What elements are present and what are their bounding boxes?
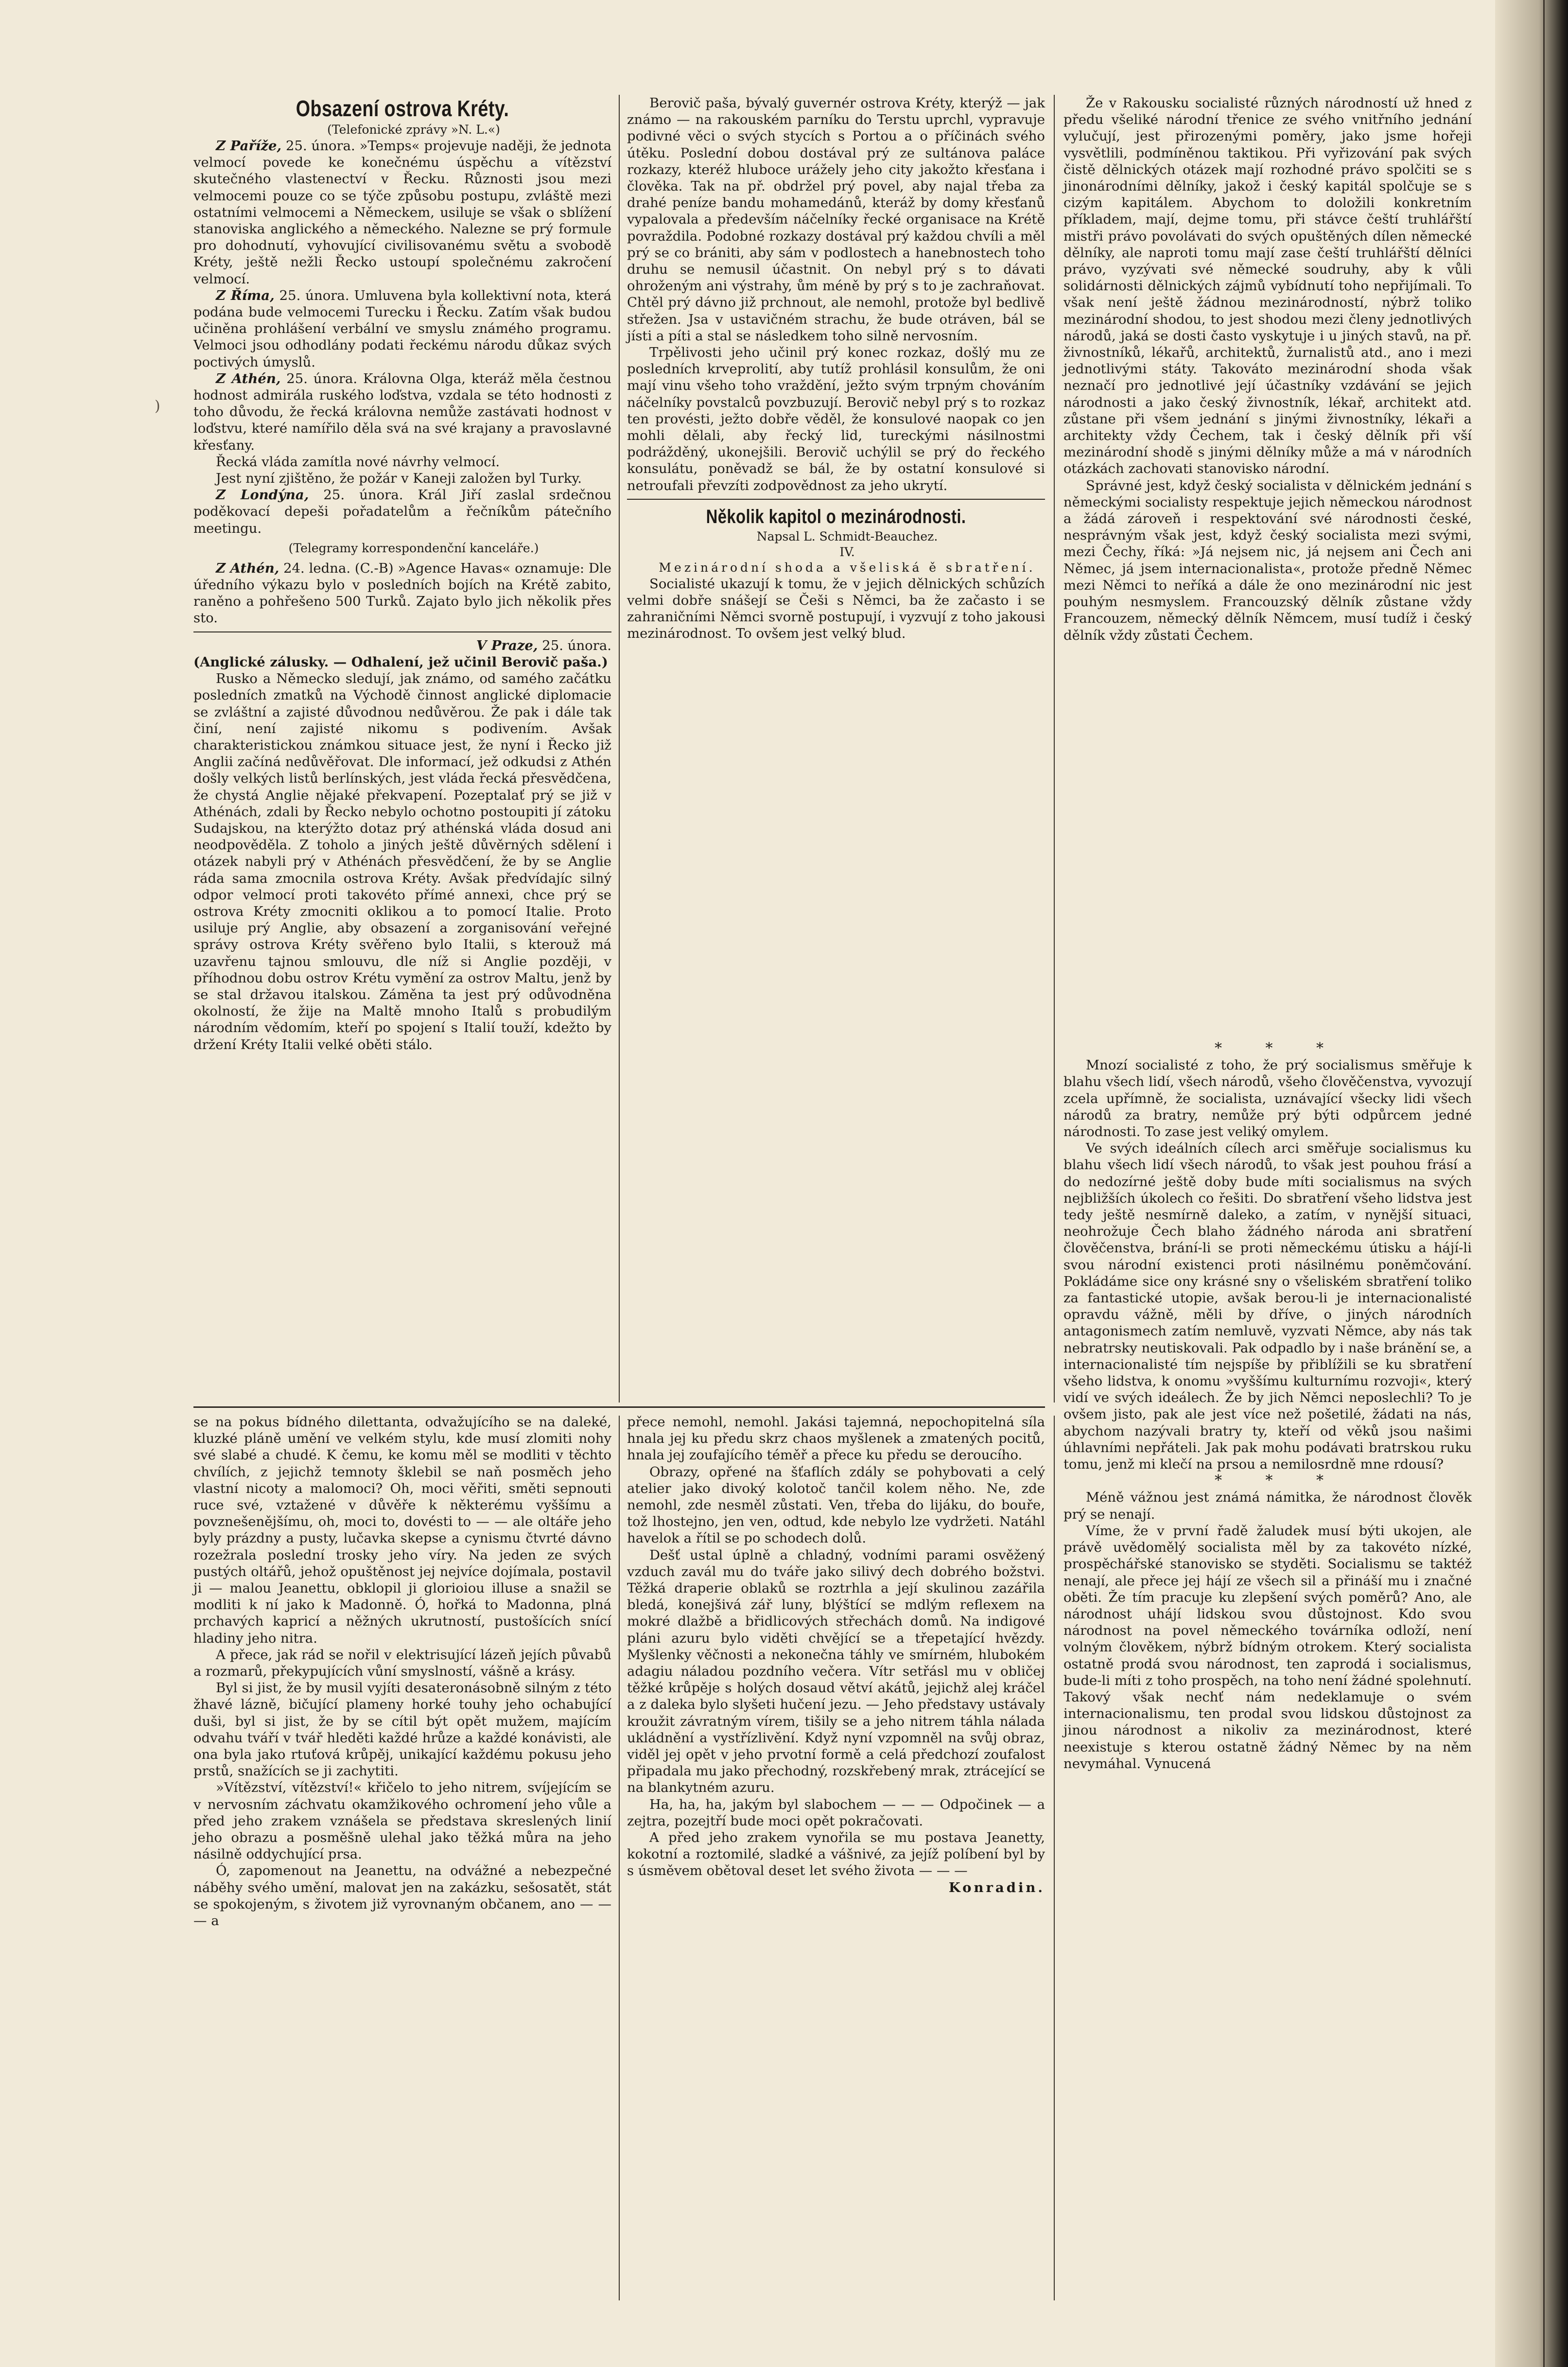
section-stars: * * * — [1214, 1040, 1343, 1057]
feuilleton-paragraph-8: Dešť ustal úplně a chladný, vodními parami osvěžený vzduch zavál mu do tváře jako silivý dech dobrého božstvi. Těžká draperie oblaků se roztrhla a její skulinou zazářila bledá, konejšivá zář luny, blýštící se mdlým reflexem na mokré dlažbě a břidlicových střechách domů. Na indigové pláni azuru bylo viděti chvějící se a třepetající hvězdy. Myšlenky věčnosti a nekonečna táhly ve smírném, hlubokém adagiu náladou pozdního večera. Vítr setřásl mu v obličej těžké krůpěje s holých dosaud větví akátů, jejichž alej kráčel a z daleka bylo slyšeti hučení jezu. — Jeho představy ustávaly kroužit závratným vírem, tišily se a jeho nitrem táhla nálada ukládnění a vystřízlivění. Když nyní vzpomněl na svůj obraz, viděl jej opět v jeho prvotní formě a celá předchozí zoufalost připadala mu jako přechodný, rozskřebený mrak, ztrácející se na blankytném azuru. — [627, 1547, 1045, 1796]
crete-headline: Obsazení ostrova Kréty. — [296, 96, 509, 121]
news-column-2 — [627, 95, 1045, 642]
margin-mark: ) — [155, 398, 160, 415]
section-rule — [193, 631, 611, 632]
column-rule-2 — [1054, 95, 1055, 1403]
feuilleton-paragraph-6: přece nemohl, nemohl. Jakási tajemná, nepochopitelná síla hnala jej ku předu skrz chaos myšlenek a zmatených pocitů, hnala jej zoufajícího téměř a přece ku předu se deroucího. — [627, 1414, 1045, 1463]
athens-havas-report: Z Athén, 24. ledna. (C.-B) »Agence Havas« oznamuje: Dle úředního výkazu bylo v posledních bojích na Krétě zabito, raněno a pohřešeno 500 Turků. Zajato bylo jich několik přes sto. — [193, 560, 611, 626]
news-column-3 — [1063, 95, 1472, 644]
berovic-paragraph: Berovič paša, bývalý guvernér ostrova Kréty, kterýž — jak známo — na rakouském parníku do Terstu uprchl, vypravuje podivné věci o svých stycích s Portou a o příčinách svého útěku. Poslední dobou dostával prý ze sultánova paláce rozkazy, kteréž hluboce urážely jeho city jakožto křesťana i člověka. Tak na př. obdržel prý povel, aby najal třeba za drahé peníze bandu mohamedánů, kteráž by domy křesťanů vypalovala a především náčelníky řecké organisace na Krétě povraždila. Podobné rozkazy dostával prý každou chvíli a měl prý se co brániti, aby sám v podlostech a hanebnostech toho druhu se nemusil účastnit. On nebyl prý s to dávati ohroženým ani výstrahy, ům méně by prý s to je zachraňovat. Chtěl prý dávno již prchnout, ale nemohl, protože byl bedlivě střežen. Jsa v ustavičném strachu, že bude otráven, bál se jísti a píti a stal se následkem toho silně nervosním. — [627, 95, 1045, 344]
feuilleton-column-2 — [627, 1414, 1045, 1896]
nationality-headline: Několik kapitol o mezinárodnosti. — [706, 506, 966, 527]
rome-report: Z Říma, 25. února. Umluvena byla kollektivní nota, která podána bude velmocemi Turecku i Řecku. Zatím však budou učiněna prohlášení verbální ve smyslu známého programu. Velmoci jsou odhodlány podati řeckému národu důkaz svých poctivých úmyslů. — [193, 287, 611, 370]
feuilleton-paragraph-7: Obrazy, opřené na šťaflích zdály se pohybovati a celý atelier jako divoký kolotoč tančil kolem něho. Ne, zde nemohl, zde nesměl zůstati. Ven, třeba do lijáku, do bouře, tož lhostejno, jen ven, odtud, kde nebylo lze vydržeti. Natáhl havelok a řítil se po schodech dolů. — [627, 1464, 1045, 1546]
feuilleton-paragraph-1: se na pokus bídného dilettanta, odvažujícího se na daleké, kluzké pláně umění ve velkém stylu, kde musí zlomiti nohy své slabé a chudé. K čemu, ke komu měl se modliti v těchto chvílích, z jejichž temnoty šklebil se naň posměch jeho vlastní nicoty a malomoci? Oh, moci věřiti, směti sepnouti ruce své, vztažené v důvěře k některému vyššímu a povznešenějšímu, oh, moci to, dovésti to — — ale oltáře jeho byly prázdny a pusty, lučavka skepse a cynismu čtvrté dávno rozežrala poslední trosky jeho víry. Na jeden ze svých pustých oltářů, jehož opuštěnost jej nejvíce dojímala, postavil ji — malou Jeanettu, obklopil ji glorioiou illuse a snažil se modliti k ní jako k Madonně. Ó, hořká to Madonna, plná prchavých kapricí a něžných ukrutností, pustošících snící hladiny jeho nitra. — [193, 1414, 611, 1646]
binding-line — [1543, 0, 1545, 2367]
nationality-paragraph-2: Že v Rakousku socialisté různých národností už hned z předu všeliké národní třenice ze svého vnitřního jednání vylučují, jest přirozenými poměry, jako jsme hořeji vysvětlili, podmíněnou taktikou. Při vyřizování pak svých čistě dělnických otázek mají rozhodné právo spolčiti se s jinonárodními dělníky, jakož i český kapitál spolčuje se s cizým kapitálem. Abychom to doložili konkretním příkladem, mají, dejme tomu, při stávce čeští truhlářští mistři právo povolávati do svých opuštěných dílen německé dělníky, ale naproti tomu mají zase čeští truhlářští dělníci právo, vyzývati své německé soudruhy, aby k vůli solidárnosti dělnických zájmů vybídnutí toho nepřijímali. To však není ještě žádnou mezinárodností, nýbrž toliko mezinárodní shodou, to jest shodou mezi členy jednotlivých národů, jaká se dosti často vyskytuje i u jiných stavů, na př. živnostníků, lékařů, architektů, žurnalistů atd., ano i mezi jednotlivými státy. Takováto mezinárodní shoda však neznačí pro jednotlivé její účastníky vzdávání se jejich národnosti a jako český živnostník, lékař, architekt atd. zůstane při všem jednání s jinými živnostníky, lékaři a architekty vždy Čechem, tak i český dělník při vší mezinárodní shodě s jinými dělníky může a má v národních otázkách zachovati stanovisko národní. — [1063, 95, 1472, 477]
nationality-paragraph-3: Správné jest, když český socialista v dělnickém jednání s německými socialisty respektuje jejich německou národnost a žádá zároveň i respektování své národnosti české, nesprávným však jest, když český socialista mezi svými, mezi Čechy, říká: »Já nejsem nic, já nejsem ani Čech ani Němec, já jsem internacionalista«, protože předně Němec mezi Němci to neříká a dále že ono mezinárodní nic jest pouhým nesmyslem. Francouzský dělník zůstane vždy Francouzem, německý dělník Němcem, musí tudíž i český dělník vždy zůstati Čechem. — [1063, 477, 1472, 643]
bureau-note: (Telegramy korrespondenční kanceláře.) — [288, 541, 539, 555]
column-rule-1 — [619, 95, 620, 1403]
feuilleton-column-1 — [193, 1414, 611, 1929]
nationality-paragraph-5: Ve svých ideálních cílech arci směřuje socialismus ku blahu všech lidí všech národů, to však jest pouhou frásí a do nedozírné ještě doby bude míti socialismus na svých nejbližších úkolech co řešiti. Do sbratření všeho lidstva jest tedy ještě nesmírně daleko, a zatím, v nynější situaci, neohrožuje Čech blaho žádného národa ani sbratření člověčenstva, brání-li se proti německému útisku a hájí-li svou národní existenci proti násilnému poněmčování. Pokládáme sice ony krásné sny o všeliském sbratření toliko za fantastické utopie, avšak berou-li je internacionalisté opravdu vážně, měli by dříve, o jiných národních antagonismech zatím nemluvě, vyzvati Němce, aby nás tak nebratrsky neutiskovali. Pak odpadlo by i naše bránění se, a internacionalisté tím nejspíše by přiblížili se ku sbratření všeho lidstva, k onomu »vyššímu kulturnímu rozvoji«, který vidí ve svých ideálech. Že by jich Němci neposlechli? To je ovšem jisto, pak ale jest více než pošetilé, žádati na nás, abychom nazývali bratry ty, kteří od věků jsou našimi úhlavními nepřáteli. Jak pak mohu podávati bratrskou ruku tomu, jenž mi klečí na prsou a nemilosrdně mne rdousí? — [1063, 1140, 1472, 1473]
column-rule-4 — [1054, 1416, 1055, 2300]
prague-dateline: V Praze, 25. února. — [476, 637, 611, 653]
crete-subtitle: (Telefonické zprávy »N. L.«) — [327, 123, 500, 137]
athens-report-2: Řecká vláda zamítla nové návrhy velmocí. — [216, 454, 500, 470]
feuilleton-paragraph-9: Ha, ha, ha, jakým byl slabochem — — — Odpočinek — a zejtra, pozejtří bude moci opět pokračovati. — [627, 1796, 1045, 1829]
feuilleton-rule — [193, 1406, 1045, 1408]
feuilleton-paragraph-4: »Vítězství, vítězství!« křičelo to jeho nitrem, svíjejícím se v nervosním záchvatu okamžikového ochromení jeho vůle a před jeho zrakem vznášela se představa skreslených linií jeho obrazu a posměšně ulehal jako těžká můra na jeho násilně oddychující prsa. — [193, 1780, 611, 1862]
nationality-paragraph-6: Méně vážnou jest známá námitka, že národnost člověk prý se nenají. — [1063, 1490, 1472, 1522]
section-rule-2 — [627, 499, 1045, 500]
berovic-paragraph-2: Trpělivosti jeho učinil prý konec rozkaz, došlý mu ze posledních krveprolití, aby tutíž prohlásil konsulům, že oni mají vinu všeho toho vraždění, ježto svým trpným chováním náčelníky povstalců povzbuzují. Berovič nebyl prý s to rozkaz ten provésti, ježto dobře věděl, že konsulové naopak co jen mohli dělali, aby řecký lid, tureckými násilnostmi podrážděný, ukonejšili. Berovič uchýlil se prý do řeckého konsulátu, poněvadž se bál, že by ostatní konsulové si netroufali převzíti zodpovědnost za jeho ukrytí. — [627, 345, 1045, 493]
nationality-author: Napsal L. Schmidt-Beauchez. — [756, 529, 938, 544]
feuilleton-paragraph-5: Ó, zapomenout na Jeanettu, na odvážné a nebezpečné náběhy svého umění, malovat jen na zakázku, sešosatět, stát se spokojeným, s životem již vyrovnaným občanem, ano — — — a — [193, 1863, 611, 1929]
prague-lead: (Anglické zálusky. — Odhalení, jež učinil Berovič paša.) — [193, 654, 608, 670]
nationality-paragraph-4: Mnozí socialisté z toho, že prý socialismus směřuje k blahu všech lidí, všech národů, všeho člověčenstva, vyvozují zcela upřímně, že socialista, uznávající všecky lidi všech národů za bratry, nemůže prý býti odpůrcem jedné národnosti. To zase jest veliký omylem. — [1063, 1057, 1472, 1140]
london-report: Z Londýna, 25. února. Král Jiří zaslal srdečnou poděkovací depeši pořadatelům a řečníkům pátečního meetingu. — [193, 487, 611, 536]
column-rule-3 — [619, 1416, 620, 2300]
news-column-1 — [193, 95, 611, 1053]
nationality-chapter-title: Mezinárodní shoda a všeliská ě sbratření. — [659, 560, 1036, 575]
paris-report: Z Paříže, 25. února. »Temps« projevuje naději, že jednota velmocí povede ke konečnému úspěchu a vítězství skutečného vlastenectví v Řecku. Různosti jsou mezi velmocemi pouze co se týče způsobu postupu, zvláště mezi ostatními velmocemi a Německem, usiluje se však o sblížení stanoviska anglického a německého. Nalezne se prý formule pro dohodnutí, vyhovující civilisovanému světu a svobodě Kréty, ještě nežli Řecko ustoupí společnému zakročení velmocí. — [193, 138, 611, 287]
section-stars-2: * * * — [1214, 1472, 1343, 1490]
nationality-paragraph-7: Víme, že v první řadě žaludek musí býti ukojen, ale právě uvědomělý socialista měl by za takovéto nízké, prospěchářské stanovisko se styděti. Socialismu se taktéž nenají, ale přece jej hájí ze všech sil a přináší mu i značné oběti. Že tím pracuje ku zlepšení svých poměrů? Ano, ale národnost uhájí lidskou svou důstojnost. Kdo svou národnost na povel německého továrníka odloží, není volným člověkem, nýbrž bídným otrokem. Který socialista ostatně prodá svou národnost, ten zaprodá i socialismus, bude-li míti z toho prospěch, na toho není žádné spolehnutí. Takový však nechť nám nedeklamuje o svém internacionalismu, ten prodal svou lidskou důstojnost za jinou národnost a nikoliv za mezinárodnost, které neexistuje s kterou ostatně žádný Němec by na něm nevymáhal. Vynucená — [1063, 1523, 1472, 1771]
nationality-paragraph-1: Socialisté ukazují k tomu, že v jejich dělnických schůzích velmi dobře snášejí se Češi s Němci, ba že začasto i se zahraničními Němci svorně postupují, i vyzvují z toho jakousi mezinárodnost. To ovšem jest velký blud. — [627, 576, 1045, 642]
athens-report-3: Jest nyní zjištěno, že požár v Kaneji založen byl Turky. — [216, 471, 582, 487]
feuilleton-paragraph-3: Byl si jist, že by musil vyjíti desateronásobně silným z této žhavé lázně, bičující plameny horké touhy jeho ochabující duši, byl si jist, že by se cítil být opět mužem, majícím odvahu tváří v tvář hleděti každé hrůze a každé konávisti, ale ona byla jako rtuťová krůpěj, unikající každému pokusu jeho prstů, snažících se ji zachytiti. — [193, 1680, 611, 1779]
nationality-column-continued — [1063, 1040, 1472, 1772]
binding-shadow — [1495, 0, 1568, 2367]
feuilleton-paragraph-10: A před jeho zrakem vynořila se mu postava Jeanetty, kokotní a roztomilé, sladké a vášnivé, za jejíž políbení byl by s úsměvem obětoval deset let svého života — — — — [627, 1830, 1045, 1879]
feuilleton-paragraph-2: A přece, jak rád se nořil v elektrisující lázeň jejích půvabů a rozmarů, překypujících vůní smyslností, vášně a krásy. — [193, 1647, 611, 1680]
nationality-chapter: IV. — [839, 544, 855, 559]
athens-report: Z Athén, 25. února. Královna Olga, kteráž měla čestnou hodnost admirála ruského loďstva, vzdala se této hodnosti z toho důvodu, že řecká královna nemůže zastávati hodnost v loďstvu, které namířilo děla svá na své krajany a pravoslavné křesťany. — [193, 370, 611, 453]
prague-paragraph-1: Rusko a Německo sledují, jak známo, od samého začátku posledních zmatků na Východě činnost anglické diplomacie se zvláštní a zajisté důvodnou nedůvěrou. Že pak i dále tak činí, není zajisté nikomu s podivením. Avšak charakteristickou známkou situace jest, že nyní i Řecko již Anglii začíná nedůvěřovat. Dle informací, jež odkudsi z Athén došly velkých listů berlínských, jest vláda řecká přesvědčena, že chystá Anglie nějaké překvapení. Pozeptalať prý se již v Athénách, zdali by Řecko nebylo ochotno postoupiti jí zátoku Sudajskou, na kterýžto dotaz prý athénská vláda dosud ani neodpověděla. Z toholo a jiných ještě důvěrných sdělení i otázek nabyli prý v Athénách přesvědčení, že by se Anglie ráda sama zmocnila ostrova Kréty. Avšak předvídajíc silný odpor velmocí proti takovéto přímé annexi, chce prý se ostrova Kréty zmocniti oklikou a to pomocí Italie. Proto usiluje prý Anglie, aby obsazení a zorganisování veřejné správy ostrova Kréty svěřeno bylo Italii, s kterouž má uzavřenu tajnou smlouvu, dle níž si Anglie později, v příhodnou dobu ostrov Krétu vymění za ostrov Maltu, jenž by se stal državou italskou. Záměna ta jest prý odůvodněna okolností, že žije na Maltě mnoho Italů s probudilým národním vědomím, kteří po spojení s Italií touží, kdežto by držení Kréty Italii velké oběti stálo. — [193, 671, 611, 1052]
feuilleton-signature: Konradin. — [948, 1879, 1045, 1895]
